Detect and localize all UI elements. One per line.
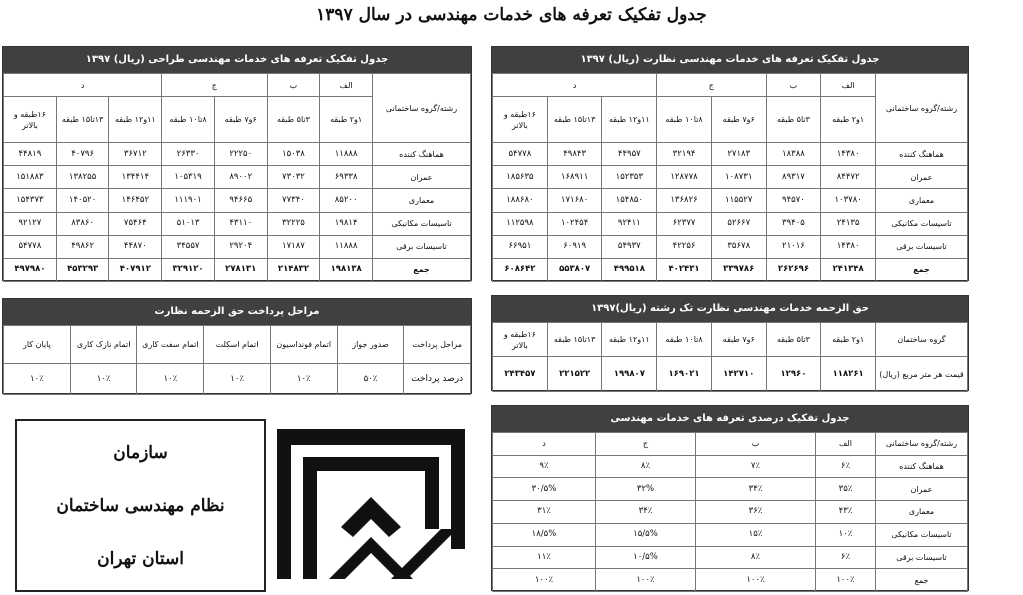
- cell: ۱۴۳۸۰: [821, 143, 876, 166]
- cell: ۱۸/۵%: [493, 523, 596, 546]
- cell: ۵۴۷۷۸: [4, 235, 57, 258]
- table-row: [493, 523, 968, 546]
- org-name-line1: سازمان: [113, 443, 168, 463]
- group-header: ب: [766, 74, 821, 97]
- table-row: [493, 455, 968, 478]
- cell: ۸۹۰۰۲: [214, 166, 267, 189]
- logo-graphic: [271, 419, 471, 592]
- row-label: عمران: [876, 166, 968, 189]
- cell: ۱۴۳۸۰: [821, 235, 876, 258]
- group-header: د: [4, 74, 162, 97]
- floor-header: ۱و۲ طبقه: [821, 323, 876, 357]
- row-label: درصد پرداخت: [404, 364, 471, 395]
- row-label: تاسیسات برقی: [373, 235, 471, 258]
- cell: ۱۹۹۸۰۷: [602, 357, 657, 392]
- table-row: [4, 235, 471, 258]
- cell: ۴۴۸۱۹: [4, 143, 57, 166]
- corner-header: گروه ساختمان: [876, 323, 968, 357]
- group-header: ج: [596, 433, 696, 456]
- cell: ۸۴۴۷۲: [821, 166, 876, 189]
- cell: ۱۷۱۶۸۰: [547, 189, 602, 212]
- row-label: تاسیسات برقی: [876, 546, 968, 569]
- stage-header: صدور جواز: [337, 326, 404, 364]
- floor-header: ۱۱و۱۲ طبقه: [602, 323, 657, 357]
- cell: ۱۰٪: [204, 364, 271, 395]
- cell: ۱۱۸۸۸: [320, 143, 373, 166]
- floor-header: ۱و۲ طبقه: [320, 97, 373, 143]
- cell: ۲۶۲۶۹۶: [766, 258, 821, 281]
- stage-header: اتمام نازک کاری: [70, 326, 137, 364]
- cell: ۱۹۸۱۳۸: [320, 258, 373, 281]
- row-label: تاسیسات برقی: [876, 235, 968, 258]
- floor-header: ۳تا۵ طبقه: [766, 97, 821, 143]
- floor-header: ۱۱و۱۲ طبقه: [602, 97, 657, 143]
- cell: ۳۲۹۱۲۰: [162, 258, 215, 281]
- group-header: الف: [816, 433, 876, 456]
- cell: ۶٪: [816, 546, 876, 569]
- cell: ۲۴۱۳۵: [821, 212, 876, 235]
- cell: ۱۰۰٪: [596, 569, 696, 592]
- cell: ۴۰۷۹۶: [56, 143, 109, 166]
- cell: ۴۴۸۷۰: [109, 235, 162, 258]
- cell: ۷۷۳۴۰: [267, 189, 320, 212]
- stages-table-grid: [3, 325, 471, 395]
- table-row: [493, 235, 968, 258]
- total-row: [4, 258, 471, 281]
- cell: ۲۱۰۱۶: [766, 235, 821, 258]
- floor-header: ۸تا۱۰ طبقه: [657, 97, 712, 143]
- cell: ۱۱٪: [493, 546, 596, 569]
- percent-breakdown-table: [491, 405, 969, 591]
- cell: ۷۵۴۶۴: [109, 212, 162, 235]
- cell: ۳۶٪: [696, 501, 816, 524]
- floor-header: ۱۳تا۱۵ طبقه: [56, 97, 109, 143]
- cell: ۱۰۰٪: [816, 569, 876, 592]
- cell: ۹۲۱۲۷: [4, 212, 57, 235]
- cell: ۵۰٪: [337, 364, 404, 395]
- cell: ۴۵۳۲۹۳: [56, 258, 109, 281]
- row-label: تاسیسات مکانیکی: [876, 523, 968, 546]
- cell: ۱۵۰۳۸: [267, 143, 320, 166]
- cell: ۱۵٪: [696, 523, 816, 546]
- cell: ۸۳۸۶۰: [56, 212, 109, 235]
- cell: ۶۹۳۳۸: [320, 166, 373, 189]
- row-label: تاسیسات مکانیکی: [876, 212, 968, 235]
- cell: ۱۰۰٪: [696, 569, 816, 592]
- cell: ۶۲۳۷۷: [657, 212, 712, 235]
- design-table-grid: [3, 73, 471, 282]
- cell: ۱۰٪: [4, 364, 71, 395]
- cell: ۳۹۴۰۵: [766, 212, 821, 235]
- row-label: عمران: [876, 478, 968, 501]
- cell: ۳۲۲۲۵: [267, 212, 320, 235]
- cell: ۲۹۲۰۴: [214, 235, 267, 258]
- single-discipline-table: [491, 295, 969, 391]
- cell: ۴۳٪: [816, 501, 876, 524]
- floor-header: ۳تا۵ طبقه: [267, 97, 320, 143]
- floor-header: ۶و۷ طبقه: [711, 97, 766, 143]
- table-row: [4, 166, 471, 189]
- cell: ۱۸۳۸۸: [766, 143, 821, 166]
- floor-header: ۱۶طبقه و بالاتر: [4, 97, 57, 143]
- cell: ۹٪: [493, 455, 596, 478]
- percent-table-grid: [492, 432, 968, 592]
- cell: ۱۰۳۷۸۰: [821, 189, 876, 212]
- group-header: ج: [162, 74, 267, 97]
- cell: ۱۰۰٪: [493, 569, 596, 592]
- floor-header: ۱۱و۱۲ طبقه: [109, 97, 162, 143]
- row-label: قیمت هر متر مربع (ریال): [876, 357, 968, 392]
- group-header: الف: [320, 74, 373, 97]
- cell: ۱۲۹۶۰: [766, 357, 821, 392]
- cell: ۱۵۲۳۵۳: [602, 166, 657, 189]
- cell: ۳۵۶۷۸: [711, 235, 766, 258]
- supervision-table-title: جدول تفکیک تعرفه های خدمات مهندسی نظارت (ریال) ۱۳۹۷: [492, 47, 968, 73]
- cell: ۸۵۲۰۰: [320, 189, 373, 212]
- cell: ۵۱۰۱۳: [162, 212, 215, 235]
- cell: ۳۶۷۱۲: [109, 143, 162, 166]
- cell: ۹۲۴۱۱: [602, 212, 657, 235]
- floor-header: ۱۶طبقه و بالاتر: [493, 323, 548, 357]
- table-row: [4, 364, 471, 395]
- floor-header: ۸تا۱۰ طبقه: [162, 97, 215, 143]
- table-row: [493, 189, 968, 212]
- row-label: معماری: [373, 189, 471, 212]
- cell: ۳۴٪: [596, 501, 696, 524]
- cell: ۸٪: [696, 546, 816, 569]
- cell: ۴۹۸۶۲: [56, 235, 109, 258]
- stage-header: اتمام اسکلت: [204, 326, 271, 364]
- cell: ۱۴۶۴۵۲: [109, 189, 162, 212]
- cell: ۴۹۸۴۳: [547, 143, 602, 166]
- cell: ۱۵/۵%: [596, 523, 696, 546]
- cell: ۷۳۰۳۲: [267, 166, 320, 189]
- table-row: [493, 166, 968, 189]
- cell: ۱۳۸۲۵۵: [56, 166, 109, 189]
- cell: ۱۳۶۸۲۶: [657, 189, 712, 212]
- cell: ۱۱۲۵۹۸: [493, 212, 548, 235]
- floor-header: ۸تا۱۰ طبقه: [657, 323, 712, 357]
- row-label: هماهنگ کننده: [876, 143, 968, 166]
- floor-header: ۱۳تا۱۵ طبقه: [547, 97, 602, 143]
- row-label: معماری: [876, 189, 968, 212]
- table-row: [493, 143, 968, 166]
- cell: ۲۷۱۸۳: [711, 143, 766, 166]
- cell: ۳۲۱۹۴: [657, 143, 712, 166]
- page-title: جدول تفکیک تعرفه های خدمات مهندسی در سال ۱۳۹۷: [316, 5, 707, 25]
- cell: ۲۴۱۳۴۸: [821, 258, 876, 281]
- table-row: [493, 569, 968, 592]
- row-label: هماهنگ کننده: [876, 455, 968, 478]
- cell: ۱۷۱۸۷: [267, 235, 320, 258]
- cell: ۶۰۹۱۹: [547, 235, 602, 258]
- cell: ۸٪: [596, 455, 696, 478]
- stages-table-title: مراحل پرداخت حق الزحمه نظارت: [3, 299, 471, 325]
- cell: ۶۶۹۵۱: [493, 235, 548, 258]
- cell: ۱۰۸۷۳۱: [711, 166, 766, 189]
- cell: ۱۰٪: [816, 523, 876, 546]
- cell: ۱۸۵۶۳۵: [493, 166, 548, 189]
- floor-header: ۱۳تا۱۵ طبقه: [547, 323, 602, 357]
- cell: ۱۸۸۶۸۰: [493, 189, 548, 212]
- table-row: [4, 143, 471, 166]
- cell: ۱۵۴۳۷۳: [4, 189, 57, 212]
- table-row: [4, 212, 471, 235]
- cell: ۱۹۸۱۴: [320, 212, 373, 235]
- cell: ۱۵۱۸۸۳: [4, 166, 57, 189]
- cell: ۱۶۸۹۱۱: [547, 166, 602, 189]
- cell: ۱۴۲۷۱۰: [711, 357, 766, 392]
- cell: ۱۰۲۴۵۴: [547, 212, 602, 235]
- cell: ۱۳۴۴۱۴: [109, 166, 162, 189]
- org-name-line3: استان تهران: [97, 549, 184, 569]
- cell: ۴۰۷۹۱۲: [109, 258, 162, 281]
- table-row: [493, 546, 968, 569]
- table-row: [4, 189, 471, 212]
- cell: ۴۹۹۵۱۸: [602, 258, 657, 281]
- cell: ۱۰٪: [270, 364, 337, 395]
- cell: ۴۰۲۴۳۱: [657, 258, 712, 281]
- percent-table-title: جدول تفکیک درصدی تعرفه های خدمات مهندسی: [492, 406, 968, 432]
- floor-header: ۶و۷ طبقه: [711, 323, 766, 357]
- cell: ۱۱۱۹۰۱: [162, 189, 215, 212]
- cell: ۵۵۳۸۰۷: [547, 258, 602, 281]
- row-label: هماهنگ کننده: [373, 143, 471, 166]
- cell: ۷٪: [696, 455, 816, 478]
- cell: ۱۵۴۸۵۰: [602, 189, 657, 212]
- group-header: الف: [821, 74, 876, 97]
- single-table-grid: [492, 322, 968, 392]
- row-label: معماری: [876, 501, 968, 524]
- supervision-table-grid: [492, 73, 968, 282]
- floor-header: ۶و۷ طبقه: [214, 97, 267, 143]
- floor-header: ۳تا۵ طبقه: [766, 323, 821, 357]
- corner-header: رشته/گروه ساختمانی: [876, 74, 968, 143]
- org-name-line2: نظام مهندسی ساختمان: [56, 496, 225, 516]
- row-label: تاسیسات مکانیکی: [373, 212, 471, 235]
- group-header: د: [493, 74, 657, 97]
- supervision-fee-table: [491, 46, 969, 281]
- cell: ۱۰۵۳۱۹: [162, 166, 215, 189]
- floor-header: ۱و۲ طبقه: [821, 97, 876, 143]
- payment-stages-table: [2, 298, 472, 394]
- cell: ۱۱۸۲۶۱: [821, 357, 876, 392]
- cell: ۱۰٪: [137, 364, 204, 395]
- table-row: [493, 212, 968, 235]
- group-header: ج: [657, 74, 766, 97]
- cell: ۶٪: [816, 455, 876, 478]
- cell: ۱۶۹۰۲۱: [657, 357, 712, 392]
- cell: ۵۲۶۶۷: [711, 212, 766, 235]
- row-label: عمران: [373, 166, 471, 189]
- row-label: جمع: [876, 569, 968, 592]
- table-row: [493, 478, 968, 501]
- corner-header: رشته/گروه ساختمانی: [876, 433, 968, 456]
- cell: ۴۲۲۵۶: [657, 235, 712, 258]
- group-header: د: [493, 433, 596, 456]
- stage-header: پایان کار: [4, 326, 71, 364]
- organization-name-box: [15, 419, 266, 592]
- table-row: [493, 501, 968, 524]
- cell: ۳۱٪: [493, 501, 596, 524]
- design-fee-table: [2, 46, 472, 281]
- cell: ۳۵٪: [816, 478, 876, 501]
- cell: ۳۴٪: [696, 478, 816, 501]
- row-label: جمع: [876, 258, 968, 281]
- cell: ۱۴۰۵۲۰: [56, 189, 109, 212]
- cell: ۳۳۹۷۸۶: [711, 258, 766, 281]
- cell: ۱۱۵۵۲۷: [711, 189, 766, 212]
- cell: ۱۰/۵%: [596, 546, 696, 569]
- organization-logo-icon: [271, 419, 471, 592]
- cell: ۴۴۹۵۷: [602, 143, 657, 166]
- cell: ۲۷۸۱۳۱: [214, 258, 267, 281]
- cell: ۲۶۳۳۰: [162, 143, 215, 166]
- cell: ۴۳۱۱۰: [214, 212, 267, 235]
- stage-header: اتمام فونداسیون: [270, 326, 337, 364]
- cell: ۵۴۹۳۷: [602, 235, 657, 258]
- cell: ۳۰/۵%: [493, 478, 596, 501]
- single-table-title: حق الزحمه خدمات مهندسی نظارت تک رشته (ریال)۱۳۹۷: [492, 296, 968, 322]
- stage-header: اتمام سفت کاری: [137, 326, 204, 364]
- floor-header: ۱۶طبقه و بالاتر: [493, 97, 548, 143]
- group-header: ب: [267, 74, 320, 97]
- cell: ۳۴۵۵۷: [162, 235, 215, 258]
- total-row: [493, 258, 968, 281]
- cell: ۲۲۱۵۲۲: [547, 357, 602, 392]
- stage-header: مراحل پرداخت: [404, 326, 471, 364]
- cell: ۲۲۲۵۰: [214, 143, 267, 166]
- design-table-title: جدول تفکیک تعرفه های خدمات مهندسی طراحی (ریال) ۱۳۹۷: [3, 47, 471, 73]
- cell: ۳۲%: [596, 478, 696, 501]
- corner-header: رشته/گروه ساختمانی: [373, 74, 471, 143]
- cell: ۹۴۶۶۵: [214, 189, 267, 212]
- table-row: [493, 357, 968, 392]
- cell: ۶۰۸۶۴۲: [493, 258, 548, 281]
- cell: ۹۴۵۷۰: [766, 189, 821, 212]
- cell: ۴۹۷۹۸۰: [4, 258, 57, 281]
- cell: ۲۴۳۴۵۷: [493, 357, 548, 392]
- cell: ۲۱۴۸۳۲: [267, 258, 320, 281]
- cell: ۱۲۸۷۷۸: [657, 166, 712, 189]
- row-label: جمع: [373, 258, 471, 281]
- cell: ۱۰٪: [70, 364, 137, 395]
- cell: ۱۱۸۸۸: [320, 235, 373, 258]
- cell: ۵۴۷۷۸: [493, 143, 548, 166]
- cell: ۸۹۳۱۷: [766, 166, 821, 189]
- group-header: ب: [696, 433, 816, 456]
